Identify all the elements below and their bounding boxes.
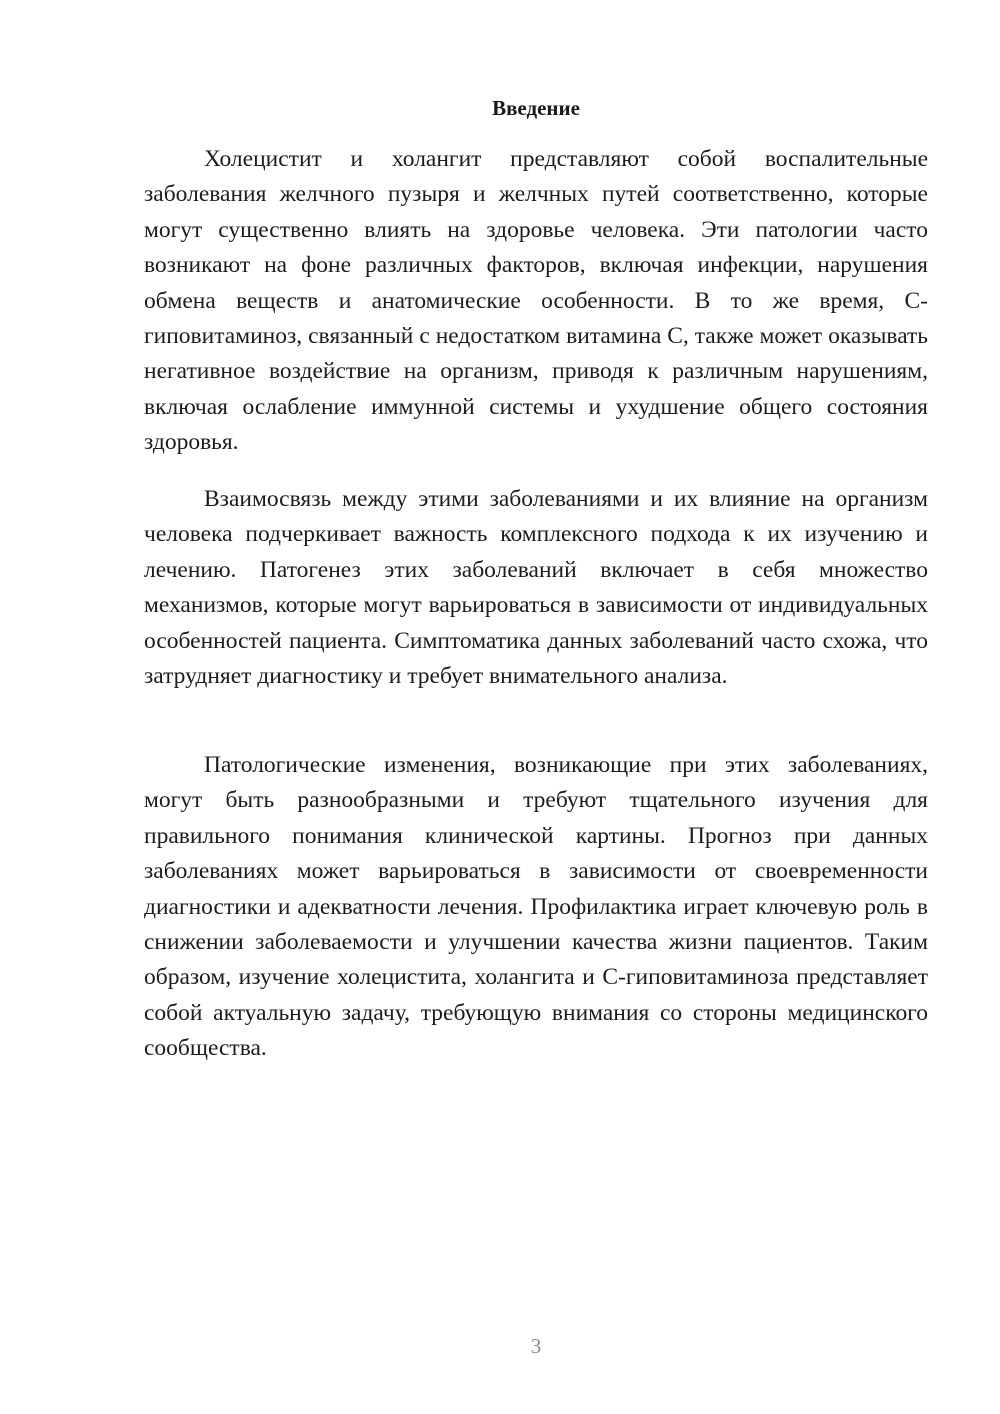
paragraph-3: Патологические изменения, возникающие при этих заболеваниях, могут быть разнообразными и требуют тщательного изучения для правильного понимания клинической картины. Прогноз при данных заболеваниях может варьироваться в зависимости от своевременности диагностики и адекватности лечения. Профилактика играет ключевую роль в снижении заболеваемости и улучшении качества жизни пациентов. Таким образом, изучение холецистита, холангита и С-гиповитаминоза представляет собой актуальную задачу, требующую внимания со стороны медицинского сообщества. [144, 752, 928, 1062]
page-number: 3 [530, 1334, 542, 1358]
section-heading: Введение [492, 96, 580, 120]
paragraph-2: Взаимосвязь между этими заболеваниями и их влияние на организм человека подчеркивает важность комплексного подхода к их изучению и лечению. Патогенез этих заболеваний включает в себя множество механизмов, которые могут варьироваться в зависимости от индивидуальных особенностей пациента. Симптоматика данных заболеваний часто схожа, что затрудняет диагностику и требует внимательного анализа. [144, 486, 928, 690]
paragraph-1: Холецистит и холангит представляют собой воспалительные заболевания желчного пузыря и желчных путей соответственно, которые могут существенно влиять на здоровье человека. Эти патологии часто возникают на фоне различных факторов, включая инфекции, нарушения обмена веществ и анатомические особенности. В то же время, С-гиповитаминоз, связанный с недостатком витамина С, также может оказывать негативное воздействие на организм, приводя к различным нарушениям, включая ослабление иммунной системы и ухудшение общего состояния здоровья. [144, 146, 928, 456]
